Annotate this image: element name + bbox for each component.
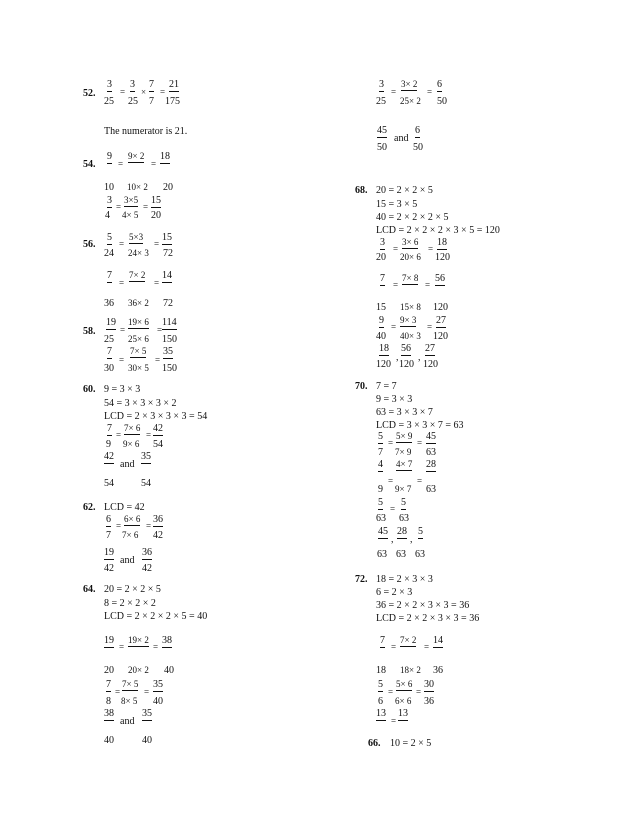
problem-number: 54. (83, 159, 96, 170)
equals-sign: = (428, 244, 434, 254)
fraction-numerator: 7 (107, 270, 112, 281)
fraction-numerator: 6× 6 (124, 514, 141, 524)
fraction-numerator: 6 (415, 125, 420, 136)
fraction-numerator: 45 (378, 526, 388, 537)
fraction-numerator: 38 (104, 708, 114, 719)
fraction-numerator: 5× 9 (396, 431, 413, 441)
equals-sign: = (119, 642, 125, 652)
factorization-line: 6 = 2 × 3 (376, 587, 413, 598)
equals-sign: = (417, 438, 423, 448)
fraction-numerator: 3 (107, 195, 112, 206)
equals-sign: = (115, 687, 121, 697)
fraction-denominator: 42 (104, 563, 114, 574)
fraction-denominator: 30× 5 (128, 363, 149, 373)
fraction-denominator: 4× 5 (122, 210, 139, 220)
fraction-denominator: 63 (426, 447, 436, 458)
fraction-denominator: 6× 6 (395, 696, 412, 706)
factorization-line: 15 = 3 × 5 (376, 199, 418, 210)
equals-sign: = (155, 355, 161, 365)
fraction-denominator: 7 (378, 447, 383, 458)
fraction-denominator: 50 (437, 96, 447, 107)
fraction-denominator: 10× 2 (127, 182, 148, 192)
fraction-denominator: 120 (423, 359, 438, 370)
fraction-numerator: 5 (378, 431, 383, 442)
lcd-line: LCD = 42 (104, 502, 145, 513)
factorization-line: 9 = 3 × 3 (104, 384, 141, 395)
fraction-denominator: 120 (433, 302, 448, 313)
fraction-numerator: 19× 2 (128, 635, 149, 645)
fraction-numerator: 3×5 (124, 195, 139, 205)
comma: , (418, 352, 421, 363)
fraction-numerator: 18 (160, 151, 170, 162)
fraction-numerator: 7 (149, 79, 154, 90)
problem-number: 52. (83, 88, 96, 99)
comma: , (410, 534, 413, 545)
fraction-numerator: 19 (104, 635, 114, 646)
equals-sign: = (119, 278, 125, 288)
fraction-numerator: 7× 2 (400, 635, 417, 645)
times-sign: × (141, 87, 147, 97)
equals-sign: = (391, 322, 397, 332)
fraction-denominator: 20 (104, 665, 114, 676)
fraction-denominator: 54 (104, 478, 114, 489)
fraction-numerator: 18 (437, 237, 447, 248)
and-label: and (120, 716, 135, 727)
fraction-numerator: 19 (104, 547, 114, 558)
fraction-denominator: 25× 6 (128, 334, 149, 344)
equals-sign: = (116, 202, 122, 212)
fraction-denominator: 25× 2 (400, 96, 421, 106)
factorization-line: 18 = 2 × 3 × 3 (376, 574, 433, 585)
equals-sign: = (391, 87, 397, 97)
fraction-numerator: 7 (380, 635, 385, 646)
equals-sign: = (144, 687, 150, 697)
fraction-denominator: 7× 9 (395, 447, 412, 457)
fraction-numerator: 36 (142, 547, 152, 558)
equals-sign: = (160, 87, 166, 97)
fraction-numerator: 7 (380, 273, 385, 284)
fraction-denominator: 25 (128, 96, 138, 107)
factorization-line: 40 = 2 × 2 × 2 × 5 (376, 212, 449, 223)
equals-sign: = (146, 430, 152, 440)
equals-sign: = (390, 504, 396, 514)
fraction-denominator: 8 (106, 696, 111, 707)
and-label: and (120, 459, 135, 470)
fraction-numerator: 45 (426, 431, 436, 442)
fraction-numerator: 7 (106, 679, 111, 690)
factorization-line: 9 = 3 × 3 (376, 394, 413, 405)
fraction-denominator: 50 (413, 142, 423, 153)
equals-sign: = (416, 687, 422, 697)
problem-number: 66. (368, 738, 381, 749)
fraction-denominator: 63 (415, 549, 425, 560)
fraction-denominator: 63 (376, 513, 386, 524)
fraction-numerator: 3× 2 (401, 79, 418, 89)
fraction-numerator: 3× 6 (402, 237, 419, 247)
fraction-numerator: 3 (380, 237, 385, 248)
fraction-numerator: 42 (153, 423, 163, 434)
fraction-denominator: 40 (164, 665, 174, 676)
problem-number: 58. (83, 326, 96, 337)
problem-number: 68. (355, 185, 368, 196)
fraction-denominator: 36 (104, 298, 114, 309)
equals-sign: = (388, 476, 394, 486)
equals-sign: = (118, 159, 124, 169)
fraction-numerator: 13 (376, 708, 386, 719)
fraction-numerator: 3 (107, 79, 112, 90)
fraction-numerator: 9 (379, 315, 384, 326)
factorization-line: 8 = 2 × 2 × 2 (104, 598, 156, 609)
fraction-numerator: 5×3 (129, 232, 144, 242)
fraction-denominator: 4 (105, 210, 110, 221)
equals-sign: = (427, 87, 433, 97)
fraction-denominator: 25 (104, 334, 114, 345)
fraction-numerator: 36 (153, 514, 163, 525)
equals-sign: = (393, 244, 399, 254)
fraction-numerator: 5× 6 (396, 679, 413, 689)
lcd-line: LCD = 2 × 2 × 2 × 5 = 40 (104, 611, 208, 622)
fraction-denominator: 36× 2 (128, 298, 149, 308)
fraction-denominator: 72 (163, 298, 173, 309)
factorization-line: 20 = 2 × 2 × 5 (104, 584, 161, 595)
factorization-line: 63 = 3 × 3 × 7 (376, 407, 433, 418)
fraction-numerator: 9× 2 (128, 151, 145, 161)
fraction-denominator: 24× 3 (128, 248, 149, 258)
fraction-numerator: 7× 5 (130, 346, 147, 356)
fraction-denominator: 20 (163, 182, 173, 193)
equals-sign: = (119, 355, 125, 365)
factorization-line: 36 = 2 × 2 × 3 × 3 = 36 (376, 600, 470, 611)
equals-sign: = (146, 521, 152, 531)
fraction-numerator: 5 (378, 679, 383, 690)
equals-sign: = (157, 325, 163, 335)
fraction-numerator: 35 (141, 451, 151, 462)
fraction-numerator: 21 (169, 79, 179, 90)
equals-sign: = (151, 159, 157, 169)
equals-sign: = (391, 642, 397, 652)
fraction-numerator: 7× 8 (402, 273, 419, 283)
fraction-denominator: 40× 3 (400, 331, 421, 341)
fraction-numerator: 3 (379, 79, 384, 90)
fraction-denominator: 175 (165, 96, 180, 107)
answer-note: The numerator is 21. (104, 126, 188, 137)
fraction-denominator: 20× 2 (128, 665, 149, 675)
and-label: and (120, 555, 135, 566)
fraction-denominator: 6 (378, 696, 383, 707)
fraction-denominator: 120 (376, 359, 391, 370)
fraction-denominator: 20 (376, 252, 386, 263)
equals-sign: = (388, 687, 394, 697)
fraction-denominator: 42 (153, 530, 163, 541)
fraction-numerator: 5 (107, 232, 112, 243)
fraction-denominator: 9 (378, 484, 383, 495)
equals-sign: = (120, 87, 126, 97)
fraction-numerator: 30 (424, 679, 434, 690)
lcd-line: LCD = 2 × 3 × 3 × 3 = 54 (104, 411, 208, 422)
fraction-numerator: 56 (435, 273, 445, 284)
comma: , (396, 352, 399, 363)
fraction-numerator: 9 (107, 151, 112, 162)
problem-number: 56. (83, 239, 96, 250)
equals-sign: = (120, 325, 126, 335)
fraction-numerator: 28 (426, 459, 436, 470)
fraction-numerator: 4× 7 (396, 459, 413, 469)
lcd-line: LCD = 2 × 2 × 3 × 3 = 36 (376, 613, 480, 624)
fraction-denominator: 40 (153, 696, 163, 707)
equals-sign: = (143, 202, 149, 212)
equals-sign: = (424, 642, 430, 652)
fraction-denominator: 25 (104, 96, 114, 107)
fraction-denominator: 63 (399, 513, 409, 524)
fraction-numerator: 6 (437, 79, 442, 90)
fraction-numerator: 114 (162, 317, 177, 328)
fraction-numerator: 7 (107, 423, 112, 434)
fraction-denominator: 63 (396, 549, 406, 560)
factorization-line: 7 = 7 (376, 381, 397, 392)
fraction-numerator: 35 (142, 708, 152, 719)
fraction-numerator: 14 (433, 635, 443, 646)
fraction-numerator: 6 (106, 514, 111, 525)
fraction-denominator: 24 (104, 248, 114, 259)
problem-number: 70. (355, 381, 368, 392)
equals-sign: = (417, 476, 423, 486)
factorization-line: 54 = 3 × 3 × 3 × 2 (104, 398, 177, 409)
fraction-numerator: 5 (401, 497, 406, 508)
fraction-denominator: 7× 6 (122, 530, 139, 540)
equals-sign: = (427, 322, 433, 332)
fraction-numerator: 38 (162, 635, 172, 646)
factorization-line: 20 = 2 × 2 × 5 (376, 185, 433, 196)
lcd-line: LCD = 2 × 2 × 2 × 3 × 5 = 120 (376, 225, 500, 236)
fraction-numerator: 7 (107, 346, 112, 357)
fraction-numerator: 45 (377, 125, 387, 136)
fraction-denominator: 54 (153, 439, 163, 450)
fraction-denominator: 120 (433, 331, 448, 342)
fraction-numerator: 14 (162, 270, 172, 281)
fraction-numerator: 7× 2 (129, 270, 146, 280)
problem-number: 60. (83, 384, 96, 395)
fraction-numerator: 27 (425, 343, 435, 354)
fraction-denominator: 150 (162, 363, 177, 374)
fraction-denominator: 15 (376, 302, 386, 313)
fraction-denominator: 7 (149, 96, 154, 107)
fraction-denominator: 40 (142, 735, 152, 746)
fraction-denominator: 20 (151, 210, 161, 221)
fraction-numerator: 42 (104, 451, 114, 462)
equals-sign: = (153, 642, 159, 652)
fraction-numerator: 19× 6 (128, 317, 149, 327)
fraction-denominator: 10 (104, 182, 114, 193)
fraction-numerator: 4 (378, 459, 383, 470)
fraction-numerator: 15 (162, 232, 172, 243)
fraction-denominator: 120 (435, 252, 450, 263)
fraction-denominator: 63 (426, 484, 436, 495)
problem-number: 64. (83, 584, 96, 595)
equals-sign: = (154, 278, 160, 288)
fraction-numerator: 15 (151, 195, 161, 206)
lcd-line: LCD = 3 × 3 × 7 = 63 (376, 420, 464, 431)
fraction-denominator: 63 (377, 549, 387, 560)
equals-sign: = (393, 280, 399, 290)
fraction-numerator: 3 (130, 79, 135, 90)
fraction-numerator: 5 (378, 497, 383, 508)
fraction-denominator: 40 (376, 331, 386, 342)
fraction-denominator: 54 (141, 478, 151, 489)
comma: , (391, 534, 394, 545)
and-label: and (394, 133, 409, 144)
problem-number: 62. (83, 502, 96, 513)
fraction-denominator: 30 (104, 363, 114, 374)
equals-sign: = (391, 716, 397, 726)
fraction-denominator: 40 (104, 735, 114, 746)
equals-sign: = (425, 280, 431, 290)
fraction-denominator: 36 (424, 696, 434, 707)
fraction-denominator: 8× 5 (121, 696, 138, 706)
fraction-denominator: 20× 6 (400, 252, 421, 262)
fraction-denominator: 25 (376, 96, 386, 107)
equals-sign: = (388, 438, 394, 448)
fraction-numerator: 56 (401, 343, 411, 354)
fraction-numerator: 18 (379, 343, 389, 354)
fraction-numerator: 7× 5 (122, 679, 139, 689)
fraction-numerator: 9× 3 (400, 315, 417, 325)
fraction-denominator: 7 (106, 530, 111, 541)
factorization-line: 10 = 2 × 5 (390, 738, 432, 749)
fraction-numerator: 35 (163, 346, 173, 357)
fraction-numerator: 13 (398, 708, 408, 719)
fraction-numerator: 5 (418, 526, 423, 537)
fraction-denominator: 18× 2 (400, 665, 421, 675)
fraction-numerator: 7× 6 (124, 423, 141, 433)
fraction-denominator: 9× 7 (395, 484, 412, 494)
fraction-denominator: 120 (399, 359, 414, 370)
fraction-denominator: 50 (377, 142, 387, 153)
fraction-numerator: 19 (106, 317, 116, 328)
problem-number: 72. (355, 574, 368, 585)
fraction-numerator: 28 (397, 526, 407, 537)
equals-sign: = (116, 430, 122, 440)
fraction-denominator: 42 (142, 563, 152, 574)
fraction-denominator: 15× 8 (400, 302, 421, 312)
equals-sign: = (116, 521, 122, 531)
fraction-numerator: 27 (436, 315, 446, 326)
fraction-denominator: 72 (163, 248, 173, 259)
fraction-numerator: 35 (153, 679, 163, 690)
fraction-denominator: 150 (162, 334, 177, 345)
fraction-denominator: 9 (106, 439, 111, 450)
equals-sign: = (119, 239, 125, 249)
equals-sign: = (154, 239, 160, 249)
fraction-denominator: 36 (433, 665, 443, 676)
fraction-denominator: 9× 6 (123, 439, 140, 449)
fraction-denominator: 18 (376, 665, 386, 676)
